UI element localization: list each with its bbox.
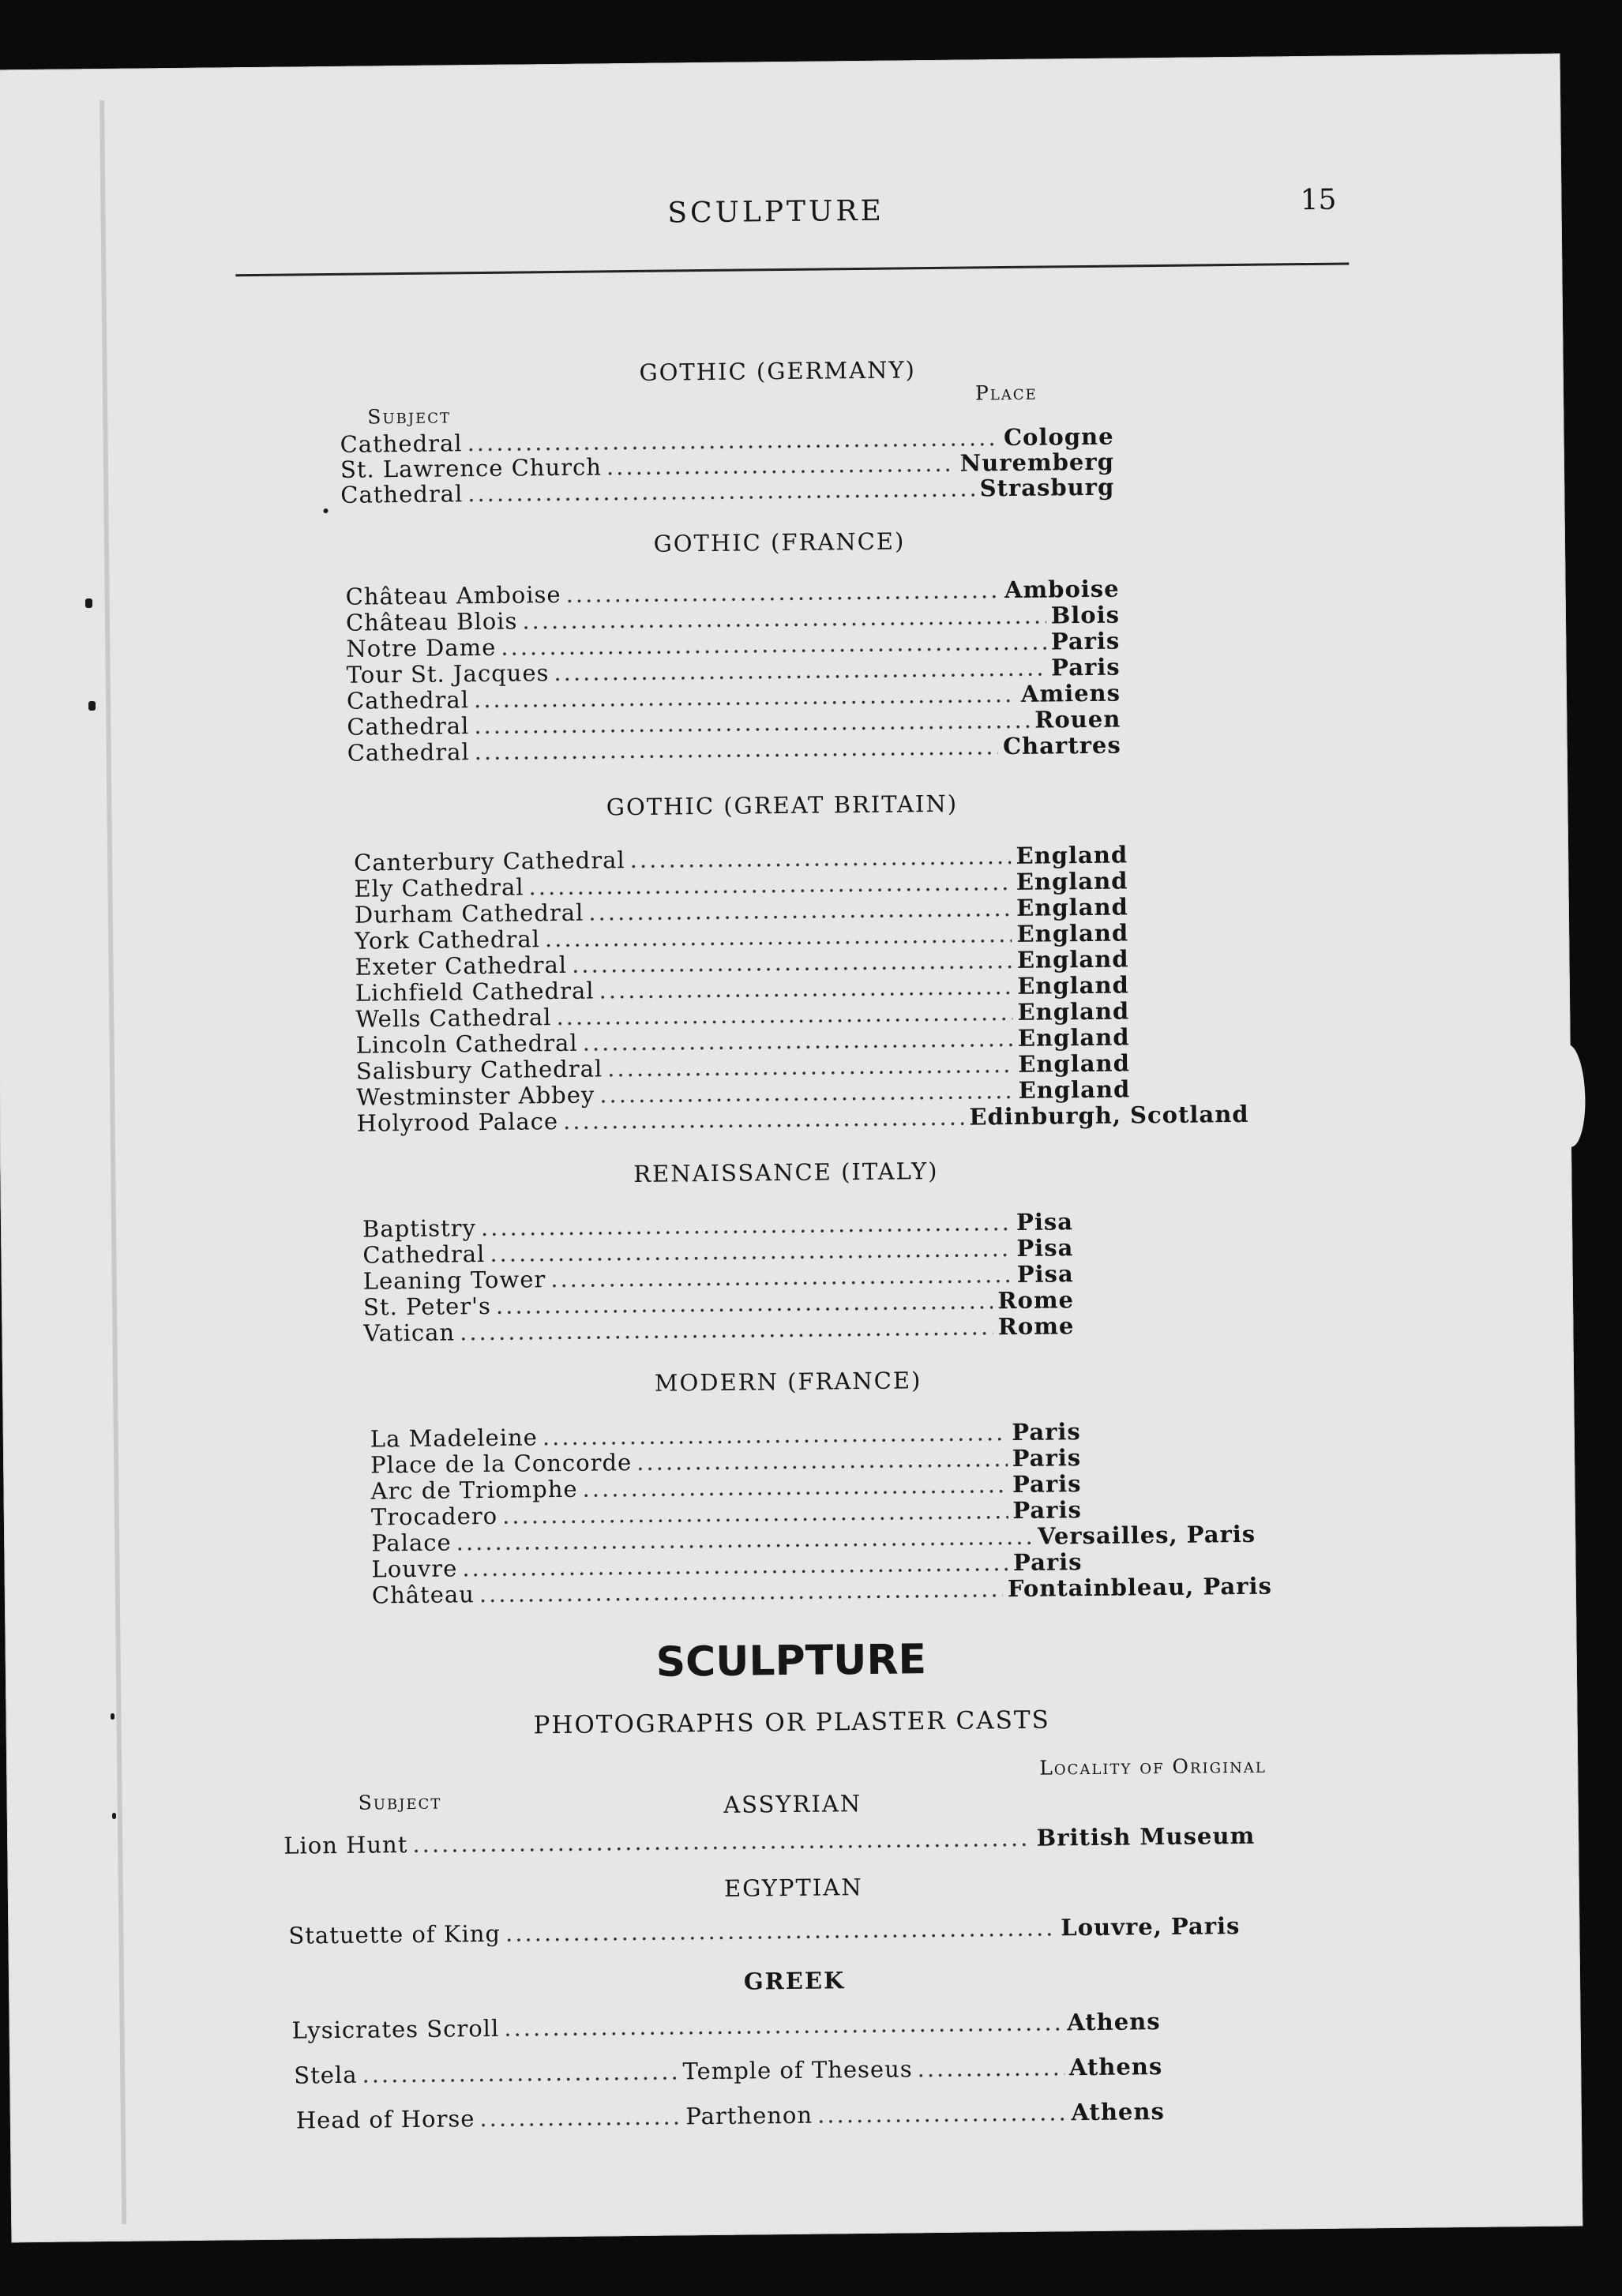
entry-place: Paris	[1050, 627, 1121, 655]
entry-place: England	[1018, 1075, 1131, 1104]
column-head-subject: Subject	[367, 404, 452, 429]
entry-subject: Cathedral	[347, 712, 470, 741]
binding-hole	[111, 1713, 115, 1720]
entry-place: Strasburg	[979, 473, 1115, 502]
list-item	[291, 2008, 1160, 2044]
section-heading-gothic-great-britain: GOTHIC (GREAT BRITAIN)	[606, 790, 959, 821]
dot-leader	[917, 2054, 1064, 2082]
entry-place: England	[1016, 867, 1128, 895]
entry-subject: Head of Horse	[295, 2105, 475, 2134]
entry-subject: Cathedral	[362, 1240, 486, 1269]
entry-subject: Château Blois	[345, 607, 518, 636]
entry-place: Edinburgh, Scotland	[969, 1100, 1249, 1131]
entry-place: England	[1017, 997, 1130, 1026]
entry-place: England	[1018, 1049, 1131, 1078]
section-heading-modern-france: MODERN (FRANCE)	[654, 1367, 922, 1397]
entry-place: England	[1017, 1023, 1130, 1052]
dot-leader	[479, 1575, 1003, 1608]
entry-place: Blois	[1050, 601, 1121, 629]
entry-subject: Ely Cathedral	[354, 873, 524, 902]
entry-subject: Tour St. Jacques	[346, 659, 550, 688]
entry-place: Amboise	[1004, 575, 1120, 604]
entry-place: Nuremberg	[959, 448, 1115, 477]
dot-leader	[505, 1914, 1057, 1946]
entry-subject: Holyrood Palace	[356, 1108, 559, 1137]
entry-subject: Cathedral	[340, 430, 463, 458]
running-header: SCULPTURE	[667, 194, 884, 230]
entry-subject: Canterbury Cathedral	[354, 846, 625, 876]
entry-subject: Lion Hunt	[283, 1831, 408, 1859]
list-item	[294, 2053, 1162, 2089]
page-number: 15	[1300, 183, 1337, 217]
entry-subject: Exeter Cathedral	[355, 951, 568, 981]
entry-subject: Place de la Concorde	[370, 1449, 633, 1479]
entry-place: Pisa	[1016, 1260, 1074, 1288]
entry-place: Paris	[1012, 1470, 1082, 1499]
section-title-sculpture: SCULPTURE	[655, 1636, 927, 1686]
entry-subject: York Cathedral	[355, 925, 541, 955]
entry-subject: Durham Cathedral	[354, 899, 584, 929]
dot-leader	[412, 1825, 1032, 1858]
ink-speck	[323, 508, 328, 513]
entry-place: Versailles, Paris	[1037, 1520, 1256, 1550]
list-item	[288, 1912, 1240, 1949]
entry-place: Paris	[1012, 1444, 1082, 1473]
entry-subject: Leaning Tower	[362, 1266, 546, 1295]
entry-locality: British Museum	[1036, 1821, 1256, 1851]
section-heading-gothic-germany: GOTHIC (GERMANY)	[639, 356, 917, 386]
section-subtitle: PHOTOGRAPHS OR PLASTER CASTS	[533, 1705, 1050, 1740]
entry-original-location: Temple of Theseus	[682, 2055, 913, 2085]
entry-place: Rouen	[1034, 705, 1121, 733]
dot-leader	[563, 1104, 965, 1135]
entry-subject: Vatican	[363, 1319, 456, 1347]
section-heading-gothic-france: GOTHIC (FRANCE)	[653, 527, 906, 557]
entry-place: Paris	[1012, 1496, 1082, 1525]
dot-leader	[467, 475, 975, 507]
entry-place: Paris	[1012, 1418, 1081, 1446]
torn-edge	[1553, 1044, 1586, 1146]
dot-leader	[504, 2009, 1062, 2041]
dot-leader	[475, 733, 999, 765]
entry-subject: Trocadero	[370, 1502, 498, 1531]
dot-leader	[460, 1313, 993, 1345]
entry-place: Chartres	[1002, 731, 1121, 760]
entry-subject: Cathedral	[347, 738, 470, 767]
entry-locality: Athens	[1068, 2053, 1163, 2081]
entry-subject: Baptistry	[362, 1214, 477, 1243]
entry-place: England	[1016, 945, 1129, 974]
entry-place: England	[1016, 893, 1129, 921]
book-page	[0, 54, 1583, 2243]
entry-subject: St. Lawrence Church	[340, 453, 603, 483]
section-heading-assyrian: ASSYRIAN	[723, 1790, 862, 1818]
entry-subject: Westminster Abbey	[356, 1081, 595, 1111]
entry-place: Paris	[1051, 653, 1121, 681]
entry-place: Pisa	[1016, 1234, 1074, 1262]
dot-leader	[479, 2103, 681, 2132]
entry-locality: Athens	[1067, 2008, 1161, 2036]
entry-place: Amiens	[1020, 679, 1121, 707]
entry-subject: Wells Cathedral	[355, 1004, 552, 1033]
column-head-place: Place	[974, 381, 1038, 405]
entry-locality: Athens	[1071, 2098, 1165, 2126]
section-heading-greek: GREEK	[743, 1967, 846, 1995]
entry-subject: Château Amboise	[345, 580, 561, 610]
entry-subject: St. Peter's	[362, 1292, 492, 1321]
entry-place: Rome	[997, 1286, 1075, 1315]
binding-hole	[85, 598, 92, 608]
header-rule	[235, 262, 1349, 276]
entry-subject: Salisbury Cathedral	[355, 1055, 603, 1085]
entry-subject: Cathedral	[340, 480, 464, 508]
entry-place: Cologne	[1003, 422, 1114, 452]
entry-subject: Palace	[371, 1529, 452, 1557]
entry-subject: La Madeleine	[370, 1424, 539, 1453]
entry-subject: Louvre	[371, 1555, 458, 1583]
dot-leader	[817, 2099, 1067, 2128]
entry-place: Fontainbleau, Paris	[1007, 1572, 1273, 1603]
column-head-locality: Locality of Original	[1039, 1754, 1267, 1780]
entry-subject: Statuette of King	[288, 1919, 501, 1949]
entry-subject: Cathedral	[346, 686, 470, 715]
entry-place: England	[1016, 841, 1128, 869]
entry-subject: Arc de Triomphe	[370, 1475, 578, 1505]
list-item	[283, 1822, 1255, 1859]
entry-place: Pisa	[1016, 1208, 1074, 1236]
binding-hole	[112, 1813, 116, 1819]
entry-locality: Louvre, Paris	[1061, 1912, 1241, 1941]
column-head-subject: Subject	[358, 1790, 442, 1814]
entry-subject: Lincoln Cathedral	[355, 1029, 578, 1059]
list-item	[296, 2098, 1165, 2134]
dot-leader	[362, 2058, 678, 2088]
section-heading-egyptian: EGYPTIAN	[723, 1874, 863, 1902]
entry-subject: Notre Dame	[346, 633, 497, 662]
entry-place: England	[1017, 971, 1130, 1000]
entry-subject: Lysicrates Scroll	[291, 2014, 500, 2044]
entry-subject: Château	[371, 1581, 475, 1609]
section-heading-renaissance-italy: RENAISSANCE (ITALY)	[633, 1157, 939, 1188]
entry-original-location: Parthenon	[685, 2101, 813, 2130]
entry-place: Rome	[997, 1312, 1075, 1341]
entry-subject: Stela	[294, 2061, 358, 2089]
entry-place: England	[1016, 919, 1129, 947]
entry-subject: Lichfield Cathedral	[355, 977, 595, 1007]
entry-place: Paris	[1012, 1548, 1083, 1577]
binding-hole	[88, 701, 96, 711]
